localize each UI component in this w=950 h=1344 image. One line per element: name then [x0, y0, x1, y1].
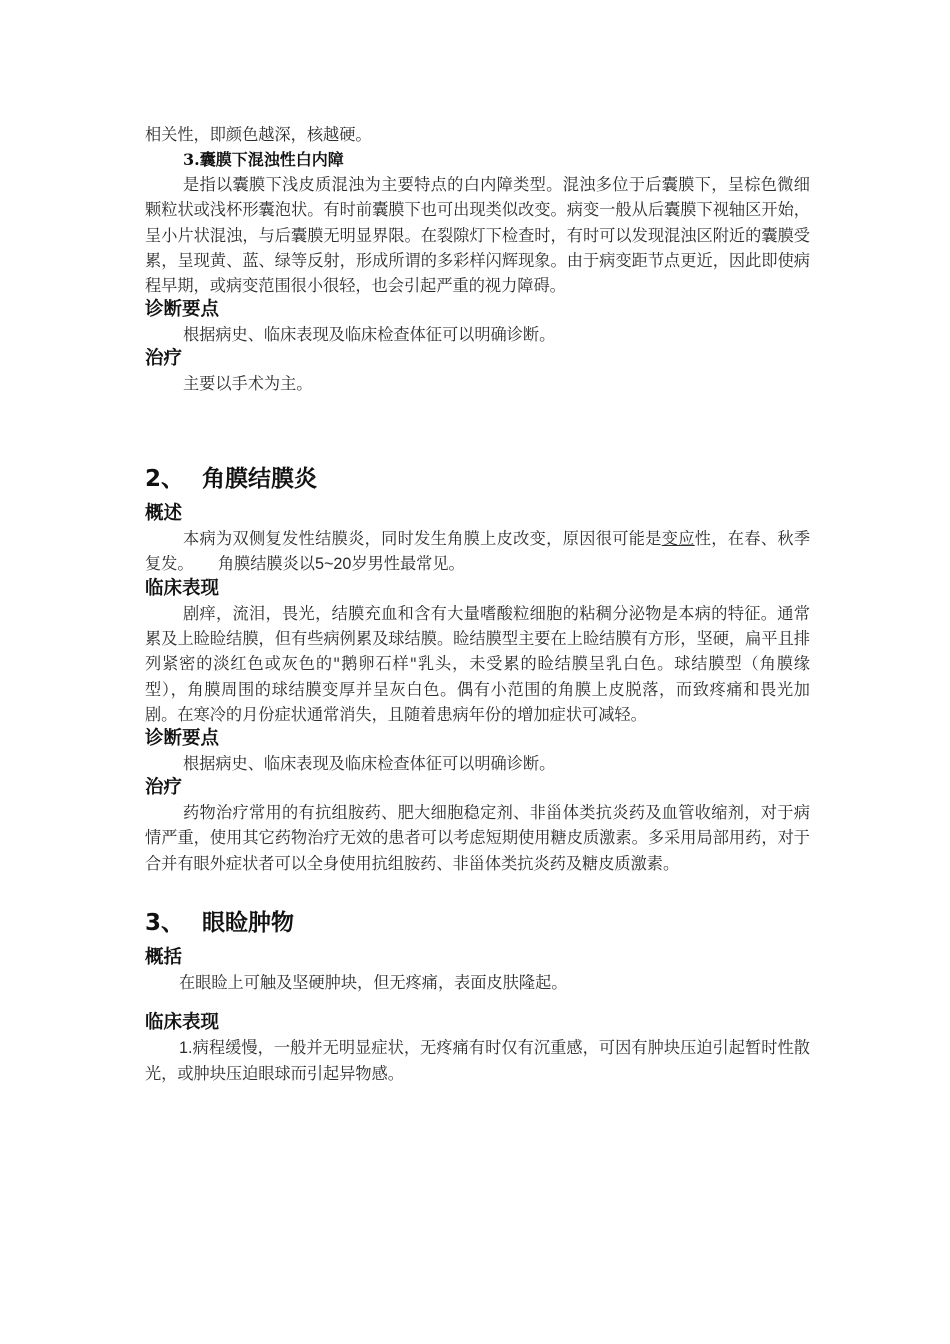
paragraph-clinical: 剧痒，流泪，畏光，结膜充血和含有大量嗜酸粒细胞的粘稠分泌物是本病的特征。通常累及上睑睑结膜，但有些病例累及球结膜。睑结膜型主要在上睑结膜有方形，坚硬，扁平且排列紧密的淡红色或灰色的"鹅卵石样"乳头，未受累的睑结膜呈乳白色。球结膜型（角膜缘型），角膜周围的球结膜变厚并呈灰白色。偶有小范围的角膜上皮脱落，而致疼痛和畏光加剧。在寒冷的月份症状通常消失，且随着患病年份的增加症状可减轻。 — [145, 604, 810, 724]
section-number: 2、 — [145, 465, 185, 492]
heading-clinical-3: 临床表现 — [145, 1012, 220, 1034]
overview-part1: 本病为双侧复发性结膜炎，同时发生角膜上皮改变，原因很可能是 — [183, 528, 662, 548]
paragraph-summary: 在眼睑上可触及坚硬肿块，但无疼痛，表面皮肤隆起。 — [179, 972, 568, 992]
clinical-item-number: 1. — [179, 1039, 193, 1058]
heading-diagnosis: 诊断要点 — [145, 299, 220, 321]
heading-overview: 概述 — [145, 502, 183, 524]
overview-age-range: 5~20 — [314, 554, 352, 573]
paragraph-subcapsular-cataract: 是指以囊膜下浅皮质混浊为主要特点的白内障类型。混浊多位于后囊膜下，呈棕色微细颗粒状或浅杯形囊泡状。有时前囊膜下也可出现类似改变。病变一般从后囊膜下视轴区开始，呈小片状混浊，与后囊膜无明显界限。在裂隙灯下检查时，有时可以发现混浊区附近的囊膜受累，呈现黄、蓝、绿等反射，形成所谓的多彩样闪辉现象。由于病变距节点更近，因此即使病程早期，或病变范围很小很轻，也会引起严重的视力障碍。 — [145, 175, 810, 296]
heading-treatment-2: 治疗 — [145, 777, 183, 799]
section-number-3: 3、 — [145, 909, 185, 936]
section-title-text: 角膜结膜炎 — [202, 465, 317, 492]
document-page — [145, 122, 810, 1086]
overview-part3: 角膜结膜炎以 — [217, 553, 315, 573]
overview-underlined-term: 变应 — [661, 528, 695, 548]
paragraph-intro-tail: 相关性，即颜色越深，核越硬。 — [145, 125, 372, 144]
paragraph-treatment-2: 药物治疗常用的有抗组胺药、肥大细胞稳定剂、非甾体类抗炎药及血管收缩剂，对于病情严重，使用其它药物治疗无效的患者可以考虑短期使用糖皮质激素。多采用局部用药，对于合并有眼外症状者可以全身使用抗组胺药、非甾体类抗炎药及糖皮质激素。 — [145, 803, 810, 873]
heading-treatment: 治疗 — [145, 348, 183, 370]
clinical-item-text: 病程缓慢，一般并无明显症状，无疼痛有时仅有沉重感，可因有肿块压迫引起暂时性散光，或肿块压迫眼球而引起异物感。 — [145, 1038, 810, 1084]
paragraph-diagnosis: 根据病史、临床表现及临床检查体征可以明确诊断。 — [183, 325, 556, 345]
section-title-text-3: 眼睑肿物 — [202, 909, 294, 936]
paragraph-overview — [145, 526, 810, 577]
heading-summary: 概括 — [145, 946, 183, 968]
section-title-keratoconjunctivitis — [145, 464, 810, 494]
paragraph-clinical-3 — [145, 1035, 810, 1086]
paragraph-diagnosis-2: 根据病史、临床表现及临床检查体征可以明确诊断。 — [183, 754, 556, 774]
overview-part4: 岁男性最常见。 — [351, 553, 465, 573]
section-title-eyelid-tumor — [145, 908, 810, 938]
paragraph-treatment: 主要以手术为主。 — [183, 374, 313, 394]
overview-part2: 性，在春、秋季复发。 — [145, 528, 811, 573]
heading-clinical: 临床表现 — [145, 578, 220, 600]
subsection-title: 3.囊膜下混浊性白内障 — [183, 150, 344, 170]
heading-diagnosis-2: 诊断要点 — [145, 728, 220, 750]
